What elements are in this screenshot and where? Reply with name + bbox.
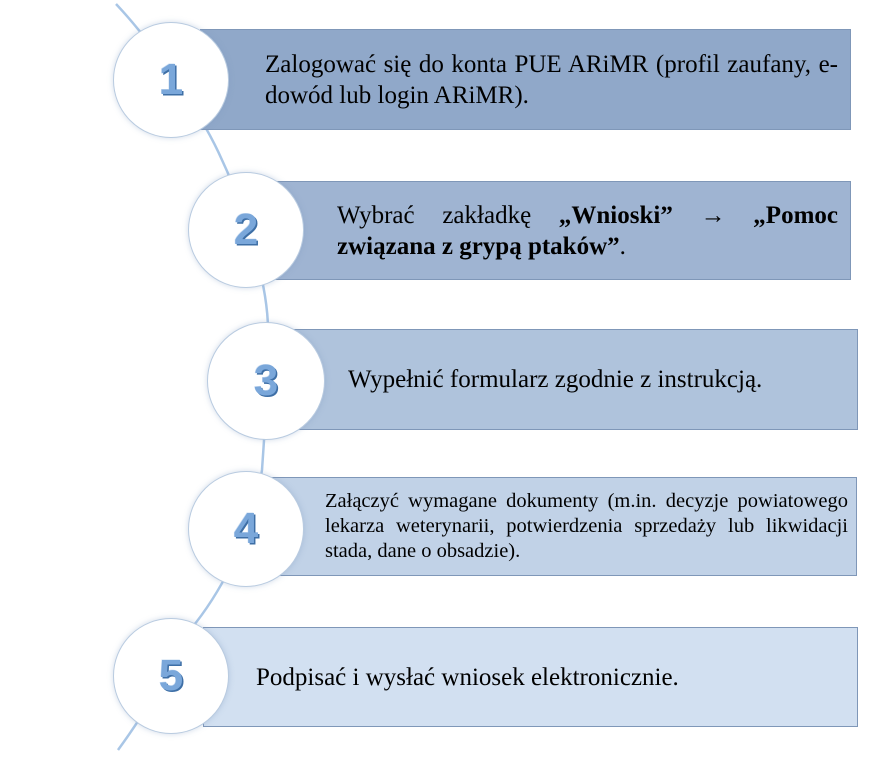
step-5-text: Podpisać i wysłać wniosek elektronicznie.	[256, 663, 679, 691]
step-2-text	[337, 200, 838, 262]
step-4-number: 4	[233, 504, 259, 553]
step-5-number: 5	[158, 651, 184, 700]
step-2-text-end: .	[619, 232, 626, 260]
step-2-text-bold2: „Pomoc związana z grypą ptaków”	[337, 201, 838, 260]
step-4-text: Załączyć wymagane dokumenty (m.in. decyzje powiatowego lekarza weterynarii, potwierdzenia sprzedaży lub likwidacji stada, dane o obsadzie).	[325, 490, 848, 562]
step-2-circle	[188, 172, 304, 288]
step-2-box	[266, 181, 851, 280]
step-4-circle	[188, 471, 304, 587]
step-1-box	[200, 29, 851, 130]
step-3-circle	[207, 322, 325, 440]
step-3-box	[281, 329, 858, 430]
step-2-text-arrow: →	[672, 201, 754, 229]
step-1-circle	[113, 22, 229, 138]
step-3-number: 3	[253, 356, 279, 405]
step-5-box	[203, 627, 858, 727]
step-2-number: 2	[233, 205, 259, 254]
step-5-circle	[113, 618, 229, 734]
step-1-number: 1	[158, 55, 184, 104]
step-1-text: Zalogować się do konta PUE ARiMR (profil zaufany, e-dowód lub login ARiMR).	[265, 50, 838, 109]
step-3-text: Wypełnić formularz zgodnie z instrukcją.	[348, 366, 763, 393]
step-2-text-bold1: „Wnioski”	[558, 201, 673, 229]
step-4-box	[263, 477, 857, 576]
step-2-text-part1: Wybrać zakładkę	[337, 201, 559, 229]
